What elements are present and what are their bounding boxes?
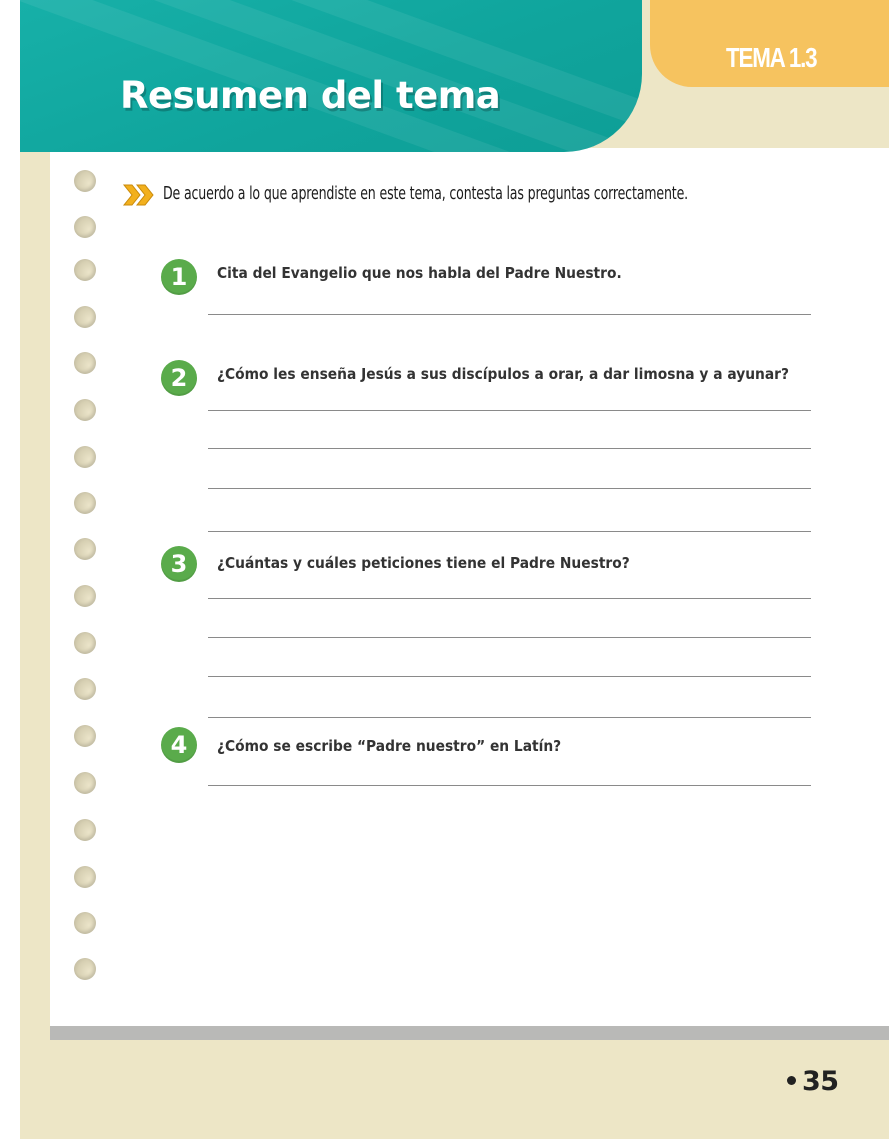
answer-line[interactable] [208,785,811,786]
answer-line[interactable] [208,488,811,489]
question-text: ¿Cuántas y cuáles peticiones tiene el Padre Nuestro? [217,554,630,572]
answer-line[interactable] [208,717,811,718]
sheet-shadow [50,1026,889,1040]
binder-ring [74,772,96,794]
instruction-text: De acuerdo a lo que aprendiste en este tema, contesta las preguntas correctamente. [163,184,689,204]
binder-ring [74,170,96,192]
answer-line[interactable] [208,314,811,315]
binder-ring [74,678,96,700]
topic-tab-label: TEMA 1.3 [726,42,817,73]
question-number-badge: 3 [161,546,197,582]
answer-line[interactable] [208,637,811,638]
binder-ring [74,632,96,654]
question-number-badge: 4 [161,727,197,763]
binder-ring [74,216,96,238]
binder-ring [74,446,96,468]
question-text: Cita del Evangelio que nos habla del Padre Nuestro. [217,264,622,282]
answer-line[interactable] [208,598,811,599]
binder-ring [74,538,96,560]
binder-ring [74,866,96,888]
question-text: ¿Cómo les enseña Jesús a sus discípulos a orar, a dar limosna y a ayunar? [217,365,789,383]
binder-ring [74,306,96,328]
question-text: ¿Cómo se escribe “Padre nuestro” en Latín? [217,737,562,755]
page-number-value: 35 [802,1066,839,1097]
binder-ring [74,819,96,841]
binder-ring [74,352,96,374]
binder-ring [74,399,96,421]
binder-ring [74,725,96,747]
binder-ring [74,492,96,514]
question-number-badge: 1 [161,259,197,295]
binder-ring [74,585,96,607]
answer-line[interactable] [208,531,811,532]
answer-line[interactable] [208,448,811,449]
answer-line[interactable] [208,410,811,411]
page-number [787,1066,839,1097]
page-title: Resumen del tema [120,74,501,117]
binder-ring [74,912,96,934]
question-number-badge: 2 [161,360,197,396]
answer-line[interactable] [208,676,811,677]
double-chevron-right-icon [122,181,156,209]
binder-ring [74,958,96,980]
binder-ring [74,259,96,281]
bullet-icon [787,1076,796,1085]
